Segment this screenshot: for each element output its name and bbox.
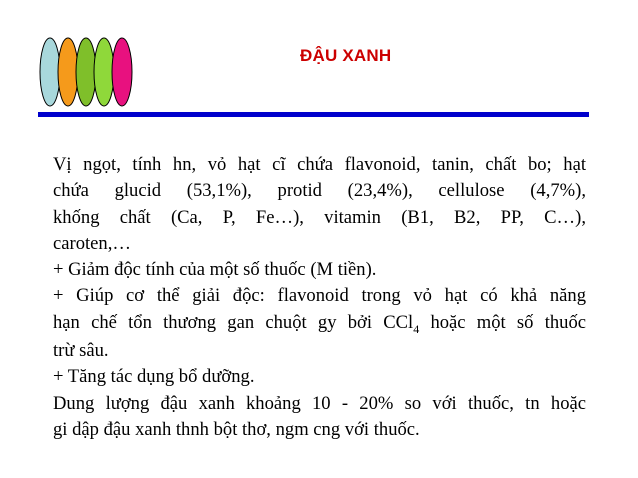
slide-body xyxy=(53,152,586,443)
body-line-9: + Tăng tác dụng bổ dưỡng. xyxy=(53,366,255,388)
slide-title: ĐẬU XANH xyxy=(300,46,392,65)
body-line-5: + Giảm độc tính của một số thuốc (M tiền). xyxy=(53,259,377,281)
body-line-3: khống chất (Ca, P, Fe…), vitamin (B1, B2, PP, C…), xyxy=(53,206,586,228)
oval-icon-3 xyxy=(76,38,96,106)
body-line-1: Vị ngọt, tính hn, vỏ hạt cĩ chứa flavonoid, tanin, chất bo; hạt xyxy=(53,154,586,175)
body-line-2: chứa glucid (53,1%), protid (23,4%), cellulose (4,7%), xyxy=(53,180,586,202)
oval-icon-1 xyxy=(40,38,60,106)
colored-ovals-icon xyxy=(38,36,138,108)
body-line-10: Dung lượng đậu xanh khoảng 10 - 20% so với thuốc, tn hoặc xyxy=(53,392,586,414)
oval-icon-5 xyxy=(112,38,132,106)
body-line-7 xyxy=(53,310,586,336)
body-line-7-end: hoặc một số thuốc xyxy=(419,311,586,333)
body-line-4: caroten,… xyxy=(53,232,131,254)
body-line-8: trừ sâu. xyxy=(53,340,109,362)
body-line-11: gi dập đậu xanh thnh bột thơ, ngm cng với thuốc. xyxy=(53,418,420,440)
body-line-7-start: hạn chế tổn thương gan chuột gy bởi CCl xyxy=(53,311,414,333)
subscript-4: 4 xyxy=(413,321,420,336)
oval-icon-4 xyxy=(94,38,114,106)
title-divider xyxy=(38,112,589,117)
body-line-6: + Giúp cơ thể giải độc: flavonoid trong vỏ hạt có khả năng xyxy=(53,285,586,307)
oval-icon-2 xyxy=(58,38,78,106)
